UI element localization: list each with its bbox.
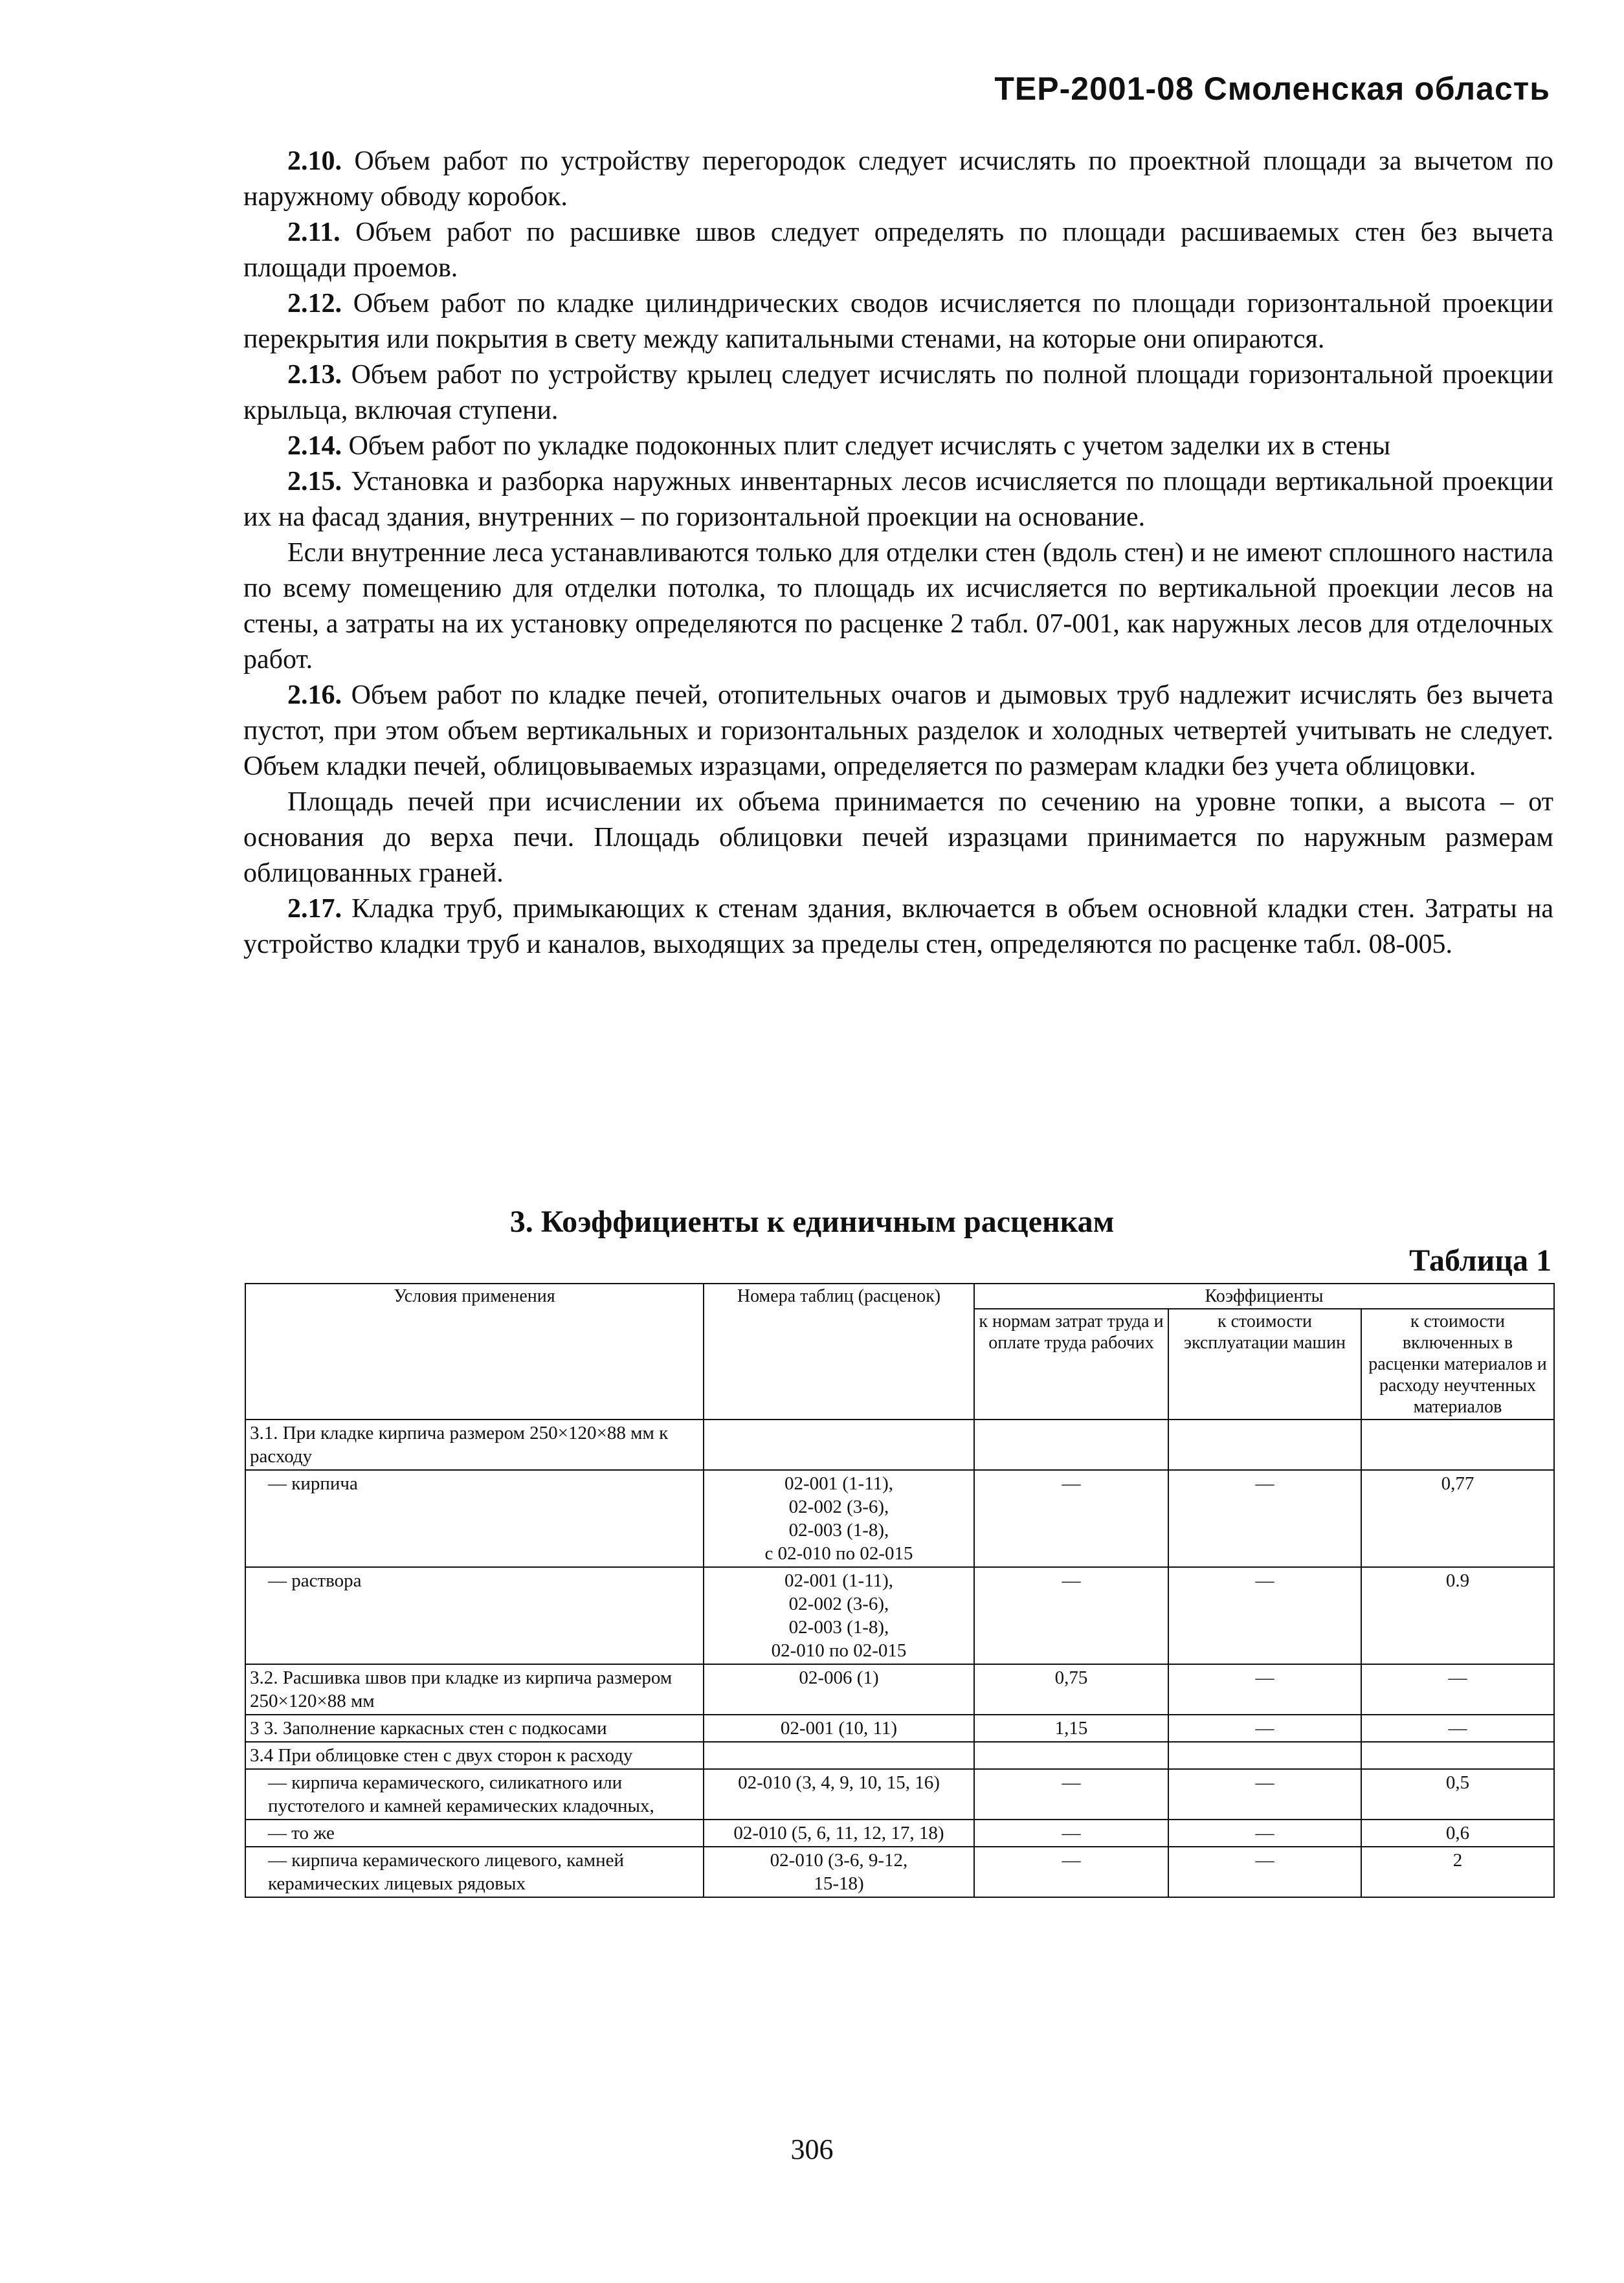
table-row <box>245 1470 1554 1567</box>
cell-machines: — <box>1168 1847 1361 1897</box>
table-row <box>245 1715 1554 1742</box>
page-header: ТЕР-2001-08 Смоленская область <box>994 71 1550 107</box>
paragraph: 2.11. Объем работ по расшивке швов следует определять по площади расшиваемых стен без вычета площади проемов. <box>243 217 1553 283</box>
cell-labor: — <box>974 1567 1168 1664</box>
cell-labor: 0,75 <box>974 1664 1168 1715</box>
cell-labor: 1,15 <box>974 1715 1168 1742</box>
table-row <box>245 1420 1554 1470</box>
cell-materials <box>1361 1742 1554 1769</box>
cell-materials: 0.9 <box>1361 1567 1554 1664</box>
cell-condition: 3.2. Расшивка швов при кладке из кирпича размером 250×120×88 мм <box>245 1664 704 1715</box>
header-conditions: Условия применения <box>245 1284 704 1420</box>
body-text <box>243 144 1553 963</box>
paragraph: Если внутренние леса устанавливаются только для отделки стен (вдоль стен) и не имеют сплошного настила по всему помещению для отделки потолка, то площадь их исчисляется по вертикальной проекции лесов на стены, а затраты на их установку определяются по расценке 2 табл. 07-001, как наружных лесов для отделочных работ. <box>243 538 1553 674</box>
header-materials: к стоимости включенных в расценки материалов и расходу неучтенных материалов <box>1361 1309 1554 1420</box>
cell-materials: 0,5 <box>1361 1769 1554 1820</box>
cell-machines: — <box>1168 1769 1361 1820</box>
cell-materials: 2 <box>1361 1847 1554 1897</box>
page-number: 306 <box>790 2133 834 2165</box>
cell-machines <box>1168 1420 1361 1470</box>
cell-condition: 3.4 При облицовке стен с двух сторон к расходу <box>245 1742 704 1769</box>
table-label: Таблица 1 <box>1409 1243 1552 1278</box>
table-row <box>245 1847 1554 1897</box>
cell-condition: — кирпича <box>245 1470 704 1567</box>
cell-materials: — <box>1361 1715 1554 1742</box>
cell-labor: — <box>974 1820 1168 1847</box>
table-row <box>245 1820 1554 1847</box>
table-row <box>245 1567 1554 1664</box>
cell-machines: — <box>1168 1820 1361 1847</box>
cell-materials: 0,6 <box>1361 1820 1554 1847</box>
cell-labor: — <box>974 1470 1168 1567</box>
cell-materials <box>1361 1420 1554 1470</box>
table-header-row <box>245 1284 1554 1309</box>
paragraph: 2.14. Объем работ по укладке подоконных плит следует исчислять с учетом заделки их в стены <box>287 431 1391 461</box>
cell-labor: — <box>974 1769 1168 1820</box>
table-row <box>245 1769 1554 1820</box>
table-row <box>245 1742 1554 1769</box>
cell-machines: — <box>1168 1664 1361 1715</box>
table-row <box>245 1664 1554 1715</box>
header-machines: к стоимости эксплуатации машин <box>1168 1309 1361 1420</box>
cell-ref: 02-001 (1-11), 02-002 (3-6), 02-003 (1-8), с 02-010 по 02-015 <box>704 1470 974 1567</box>
cell-machines: — <box>1168 1567 1361 1664</box>
cell-machines <box>1168 1742 1361 1769</box>
cell-machines: — <box>1168 1470 1361 1567</box>
cell-condition: — то же <box>245 1820 704 1847</box>
cell-condition: — раствора <box>245 1567 704 1664</box>
cell-ref: 02-001 (1-11), 02-002 (3-6), 02-003 (1-8), 02-010 по 02-015 <box>704 1567 974 1664</box>
cell-ref: 02-010 (3, 4, 9, 10, 15, 16) <box>704 1769 974 1820</box>
header-coefficients: Коэффициенты <box>974 1284 1554 1309</box>
cell-ref: 02-006 (1) <box>704 1664 974 1715</box>
cell-condition: 3.1. При кладке кирпича размером 250×120×88 мм к расходу <box>245 1420 704 1470</box>
paragraph: 2.15. Установка и разборка наружных инвентарных лесов исчисляется по площади вертикальной проекции их на фасад здания, внутренних – по горизонтальной проекции на основание. <box>243 467 1553 532</box>
paragraph: 2.12. Объем работ по кладке цилиндрических сводов исчисляется по площади горизонтальной проекции перекрытия или покрытия в свету между капитальными стенами, на которые они опираются. <box>243 289 1553 354</box>
paragraph: 2.10. Объем работ по устройству перегородок следует исчислять по проектной площади за вычетом по наружному обводу коробок. <box>243 146 1553 212</box>
paragraph: Площадь печей при исчислении их объема принимается по сечению на уровне топки, а высота – от основания до верха печи. Площадь облицовки печей изразцами принимается по наружным размерам облицованных граней. <box>243 787 1553 888</box>
cell-labor <box>974 1420 1168 1470</box>
cell-materials: — <box>1361 1664 1554 1715</box>
cell-ref: 02-001 (10, 11) <box>704 1715 974 1742</box>
paragraph: 2.16. Объем работ по кладке печей, отопительных очагов и дымовых труб надлежит исчислять без вычета пустот, при этом объем вертикальных и горизонтальных разделок и холодных четвертей учитывать не следует. Объем кладки печей, облицовываемых изразцами, определяется по размерам кладки без учета облицовки. <box>243 680 1553 781</box>
paragraph: 2.17. Кладка труб, примыкающих к стенам здания, включается в объем основной кладки стен. Затраты на устройство кладки труб и каналов, выходящих за пределы стен, определяются по расценке табл. 08-005. <box>243 894 1553 959</box>
cell-ref <box>704 1420 974 1470</box>
cell-machines: — <box>1168 1715 1361 1742</box>
cell-ref: 02-010 (5, 6, 11, 12, 17, 18) <box>704 1820 974 1847</box>
paragraph: 2.13. Объем работ по устройству крылец следует исчислять по полной площади горизонтальной проекции крыльца, включая ступени. <box>243 360 1553 425</box>
cell-condition: 3 3. Заполнение каркасных стен с подкосами <box>245 1715 704 1742</box>
coefficients-table <box>245 1283 1555 1898</box>
cell-labor: — <box>974 1847 1168 1897</box>
cell-materials: 0,77 <box>1361 1470 1554 1567</box>
cell-condition: — кирпича керамического лицевого, камней керамических лицевых рядовых <box>245 1847 704 1897</box>
header-tables: Номера таблиц (расценок) <box>704 1284 974 1420</box>
cell-ref: 02-010 (3-6, 9-12, 15-18) <box>704 1847 974 1897</box>
cell-labor <box>974 1742 1168 1769</box>
cell-ref <box>704 1742 974 1769</box>
cell-condition: — кирпича керамического, силикатного или пустотелого и камней керамических кладочных, <box>245 1769 704 1820</box>
section-title: 3. Коэффициенты к единичным расценкам <box>509 1205 1115 1239</box>
header-labor: к нормам затрат труда и оплате труда рабочих <box>974 1309 1168 1420</box>
